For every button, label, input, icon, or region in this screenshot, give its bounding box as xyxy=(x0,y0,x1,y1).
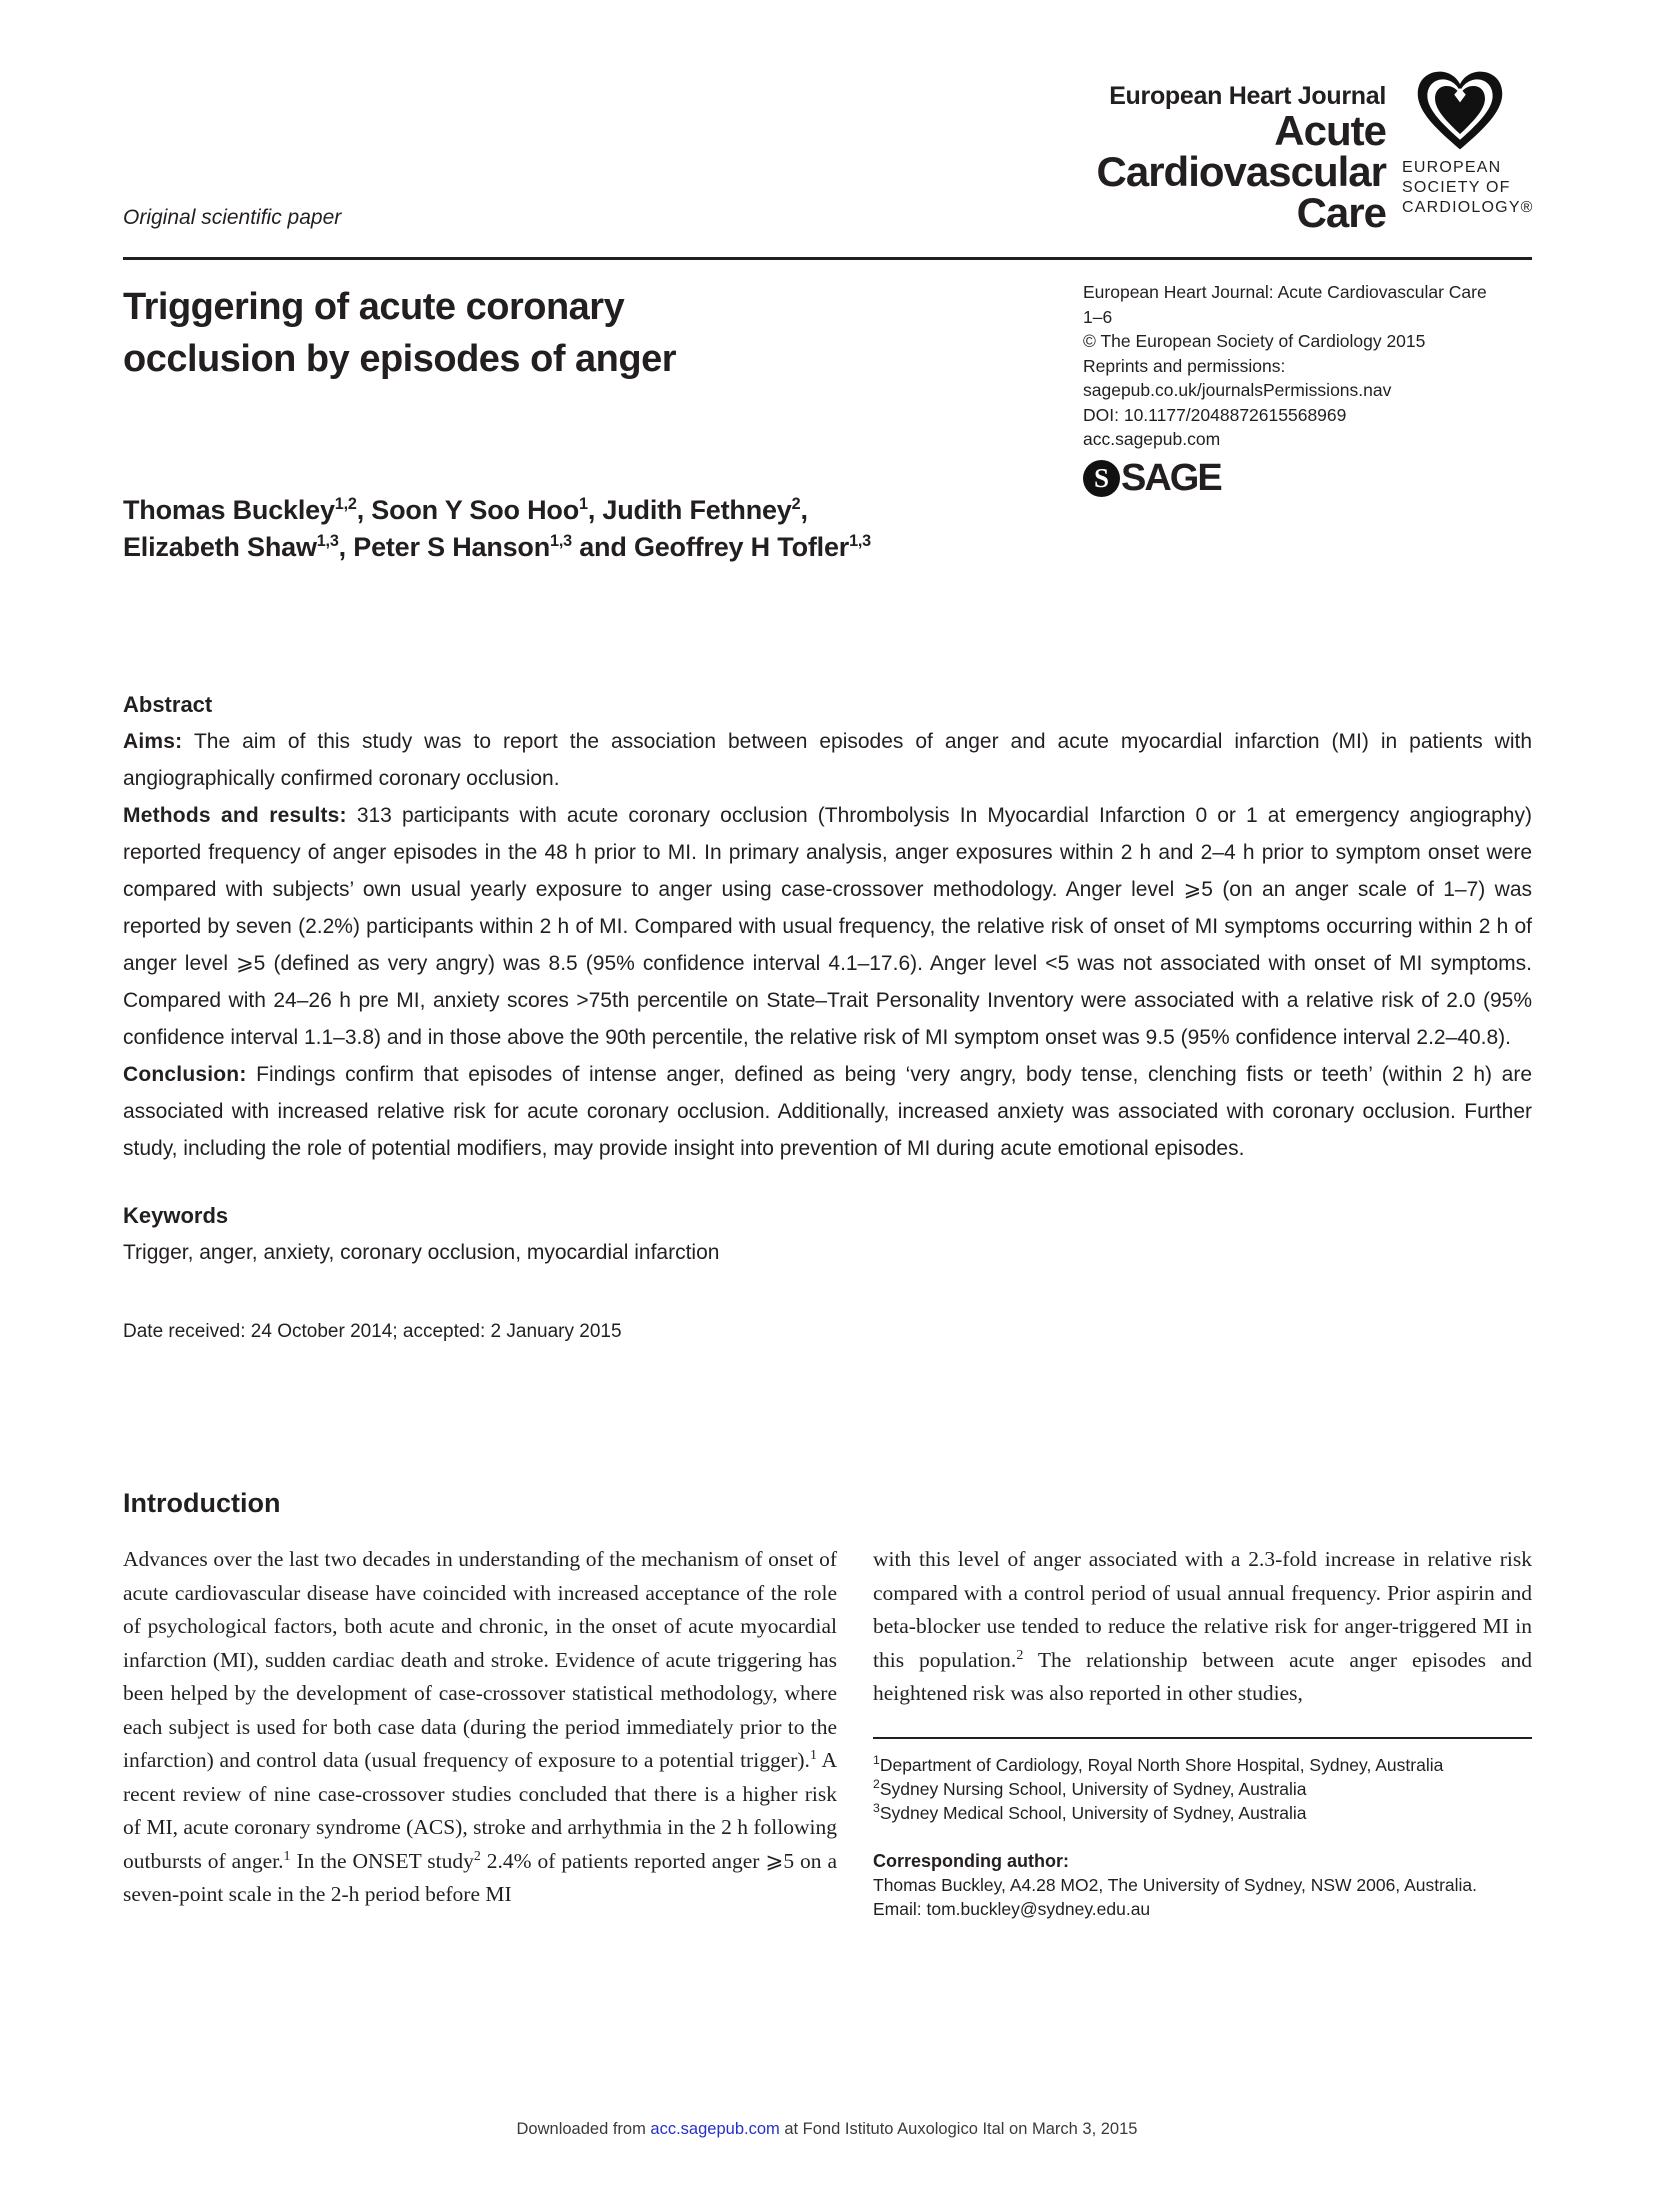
intro-text: with this level of anger associated with a 2.3-fold increase in relative risk compared with a control period of usual annual frequency. Prior aspirin and beta-blocker use tended to reduce the relative risk for anger-triggered MI in this population. xyxy=(873,1547,1532,1672)
esc-heart-logo-icon xyxy=(1412,68,1508,154)
reference-sup[interactable]: 2 xyxy=(1016,1647,1024,1663)
corresponding-label: Corresponding author: xyxy=(873,1850,1069,1871)
email-label: Email: xyxy=(873,1898,927,1919)
email-link[interactable]: tom.buckley@sydney.edu.au xyxy=(926,1898,1151,1919)
affiliation-sup: 1 xyxy=(873,1752,880,1767)
abstract-methods xyxy=(123,797,1532,1056)
article-title: Triggering of acute coronary occlusion by episodes of anger xyxy=(123,286,677,380)
author-affil-sup: 1,3 xyxy=(849,532,871,550)
affiliation-text: Department of Cardiology, Royal North Shore Hospital, Sydney, Australia xyxy=(879,1754,1444,1775)
author-name: Thomas Buckley xyxy=(123,495,335,525)
masthead-word-care: Care xyxy=(1296,189,1386,236)
intro-right-column xyxy=(873,1543,1532,1921)
conclusion-label: Conclusion: xyxy=(123,1063,247,1086)
intro-text: A recent review of nine case-crossover studies concluded that there is a higher risk of MI, acute coronary syndrome (ACS), stroke and arrhythmia in the 2 h following outbursts of anger. xyxy=(123,1748,837,1873)
dates-received: Date received: 24 October 2014; accepted: 2 January 2015 xyxy=(123,1321,622,1342)
corresponding-address: Thomas Buckley, A4.28 MO2, The University of Sydney, NSW 2006, Australia. xyxy=(873,1874,1478,1895)
corresponding-email-row xyxy=(873,1897,1532,1921)
sage-logo-icon: S xyxy=(1083,460,1120,497)
author-affil-sup: 1 xyxy=(579,495,588,513)
footer-text: at Fond Istituto Auxologico Ital on March 3, 2015 xyxy=(779,2120,1138,2138)
reference-sup[interactable]: 2 xyxy=(473,1848,481,1864)
masthead-word-acute: Acute xyxy=(1274,107,1386,154)
footer-link[interactable]: acc.sagepub.com xyxy=(650,2120,780,2138)
introduction-section xyxy=(123,1488,1532,1921)
author-affil-sup: 1,3 xyxy=(316,532,339,550)
esc-logo-block xyxy=(1402,68,1538,218)
abstract-aims xyxy=(123,723,1532,797)
affiliation-text: Sydney Nursing School, University of Sydney, Australia xyxy=(879,1778,1307,1799)
header-rule xyxy=(123,257,1532,260)
author-separator: , xyxy=(800,495,808,525)
citation-copyright: © The European Society of Cardiology 2015 xyxy=(1083,331,1426,351)
affiliation-3 xyxy=(873,1801,1532,1825)
intro-paragraph-left xyxy=(123,1543,837,1912)
abstract-conclusion xyxy=(123,1056,1532,1167)
sage-logo-text: SAGE xyxy=(1121,456,1221,499)
introduction-heading: Introduction xyxy=(123,1488,281,1518)
affiliation-2 xyxy=(873,1777,1532,1801)
esc-society-label: EUROPEAN SOCIETY OF CARDIOLOGY® xyxy=(1402,159,1534,216)
citation-site-link[interactable]: acc.sagepub.com xyxy=(1083,429,1221,449)
corresponding-author xyxy=(873,1849,1532,1921)
affiliation-sup: 3 xyxy=(873,1800,880,1815)
journal-masthead xyxy=(1096,68,1538,236)
authors xyxy=(123,492,871,566)
affiliation-text: Sydney Medical School, University of Sydney, Australia xyxy=(879,1802,1307,1823)
intro-text: 2.4% of patients reported anger ⩾5 on a seven-point scale in the 2-h period before MI xyxy=(123,1848,838,1906)
affiliation-1 xyxy=(873,1753,1532,1777)
methods-text: 313 participants with acute coronary occlusion (Thrombolysis In Myocardial Infarction 0 or 1 at emergency angiography) reported frequency of anger episodes in the 48 h prior to MI. In primary analysis, anger exposures within 2 h and 2–4 h prior to symptom onset were compared with subjects’ own usual yearly exposure to anger using case-crossover methodology. Anger level ⩾5 (on an anger scale of 1–7) was reported by seven (2.2%) participants within 2 h of MI. Compared with usual frequency, the relative risk of onset of MI symptoms occurring within 2 h of anger level ⩾5 (defined as very angry) was 8.5 (95% confidence interval 4.1–17.6). Anger level <5 was not associated with onset of MI symptoms. Compared with 24–26 h pre MI, anxiety scores >75th percentile on State–Trait Personality Inventory were associated with a relative risk of 2.0 (95% confidence interval 1.1–3.8) and in those above the 90th percentile, the relative risk of MI symptom onset was 9.5 (95% confidence interval 2.2–40.8). xyxy=(123,804,1532,1049)
citation-doi: DOI: 10.1177/2048872615568969 xyxy=(1083,404,1347,425)
affiliation-sup: 2 xyxy=(873,1776,880,1791)
citation-permissions-link[interactable]: sagepub.co.uk/journalsPermissions.nav xyxy=(1083,380,1392,400)
article-category: Original scientific paper xyxy=(123,206,342,229)
authors-line-2 xyxy=(123,529,871,566)
author-name: , Peter S Hanson xyxy=(338,532,551,562)
intro-text: Advances over the last two decades in understanding of the mechanism of onset of acute cardiovascular disease have coincided with increased acceptance of the role of psychological factors, both acute and chronic, in the onset of acute myocardial infarction (MI), sudden cardiac death and stroke. Evidence of acute triggering has been helped by the development of case-crossover statistical methodology, where each subject is used for both case data (during the period immediately prior to the infarction) and control data (usual frequency of exposure to a potential trigger). xyxy=(123,1547,837,1772)
sage-logo xyxy=(1083,456,1553,499)
conclusion-text: Findings confirm that episodes of intense anger, defined as being ‘very angry, body tense, clenching fists or teeth’ (within 2 h) are associated with increased relative risk for acute coronary occlusion. Additionally, increased anxiety was associated with coronary occlusion. Further study, including the role of potential modifiers, may provide insight into prevention of MI during acute emotional episodes. xyxy=(123,1063,1532,1160)
abstract-section xyxy=(123,686,1532,1350)
citation-pages: 1–6 xyxy=(1083,306,1113,327)
masthead-journal-name: European Heart Journal xyxy=(1109,82,1386,110)
aims-text: The aim of this study was to report the association between episodes of anger and acute myocardial infarction (MI) in patients with angiographically confirmed coronary occlusion. xyxy=(123,730,1532,790)
reference-sup[interactable]: 1 xyxy=(809,1747,817,1763)
masthead-word-cardiovascular: Cardiovascular xyxy=(1096,148,1386,195)
citation-block xyxy=(1083,280,1553,497)
abstract-heading: Abstract xyxy=(123,692,213,717)
authors-line-1 xyxy=(123,492,871,529)
keywords-heading: Keywords xyxy=(123,1203,229,1228)
author-affil-sup: 2 xyxy=(791,495,801,513)
footnote-rule xyxy=(873,1737,1532,1739)
page-footer xyxy=(0,2120,1654,2139)
intro-text: In the ONSET study xyxy=(290,1848,474,1873)
keywords-list: Trigger, anger, anxiety, coronary occlusion, myocardial infarction xyxy=(123,1241,720,1264)
author-name: , Judith Fethney xyxy=(587,495,792,525)
author-affil-sup: 1,2 xyxy=(334,495,357,513)
author-affil-sup: 1,3 xyxy=(550,532,572,550)
reference-sup[interactable]: 1 xyxy=(283,1848,291,1864)
aims-label: Aims: xyxy=(123,730,183,753)
two-column-layout xyxy=(123,1543,1532,1921)
citation-reprints-label: Reprints and permissions: xyxy=(1083,355,1286,376)
author-name: and Geoffrey H Tofler xyxy=(571,532,850,562)
masthead-title-block xyxy=(1096,68,1386,236)
footnotes xyxy=(873,1737,1532,1921)
author-name: Elizabeth Shaw xyxy=(123,532,317,562)
intro-left-column xyxy=(123,1543,837,1921)
footer-text: Downloaded from xyxy=(516,2120,651,2138)
intro-paragraph-right xyxy=(873,1543,1532,1711)
citation-journal: European Heart Journal: Acute Cardiovascular Care xyxy=(1083,282,1487,302)
author-name: , Soon Y Soo Hoo xyxy=(356,495,579,525)
intro-text: The relationship between acute anger episodes and heightened risk was also reported in other studies, xyxy=(873,1647,1532,1705)
methods-label: Methods and results: xyxy=(123,804,347,827)
